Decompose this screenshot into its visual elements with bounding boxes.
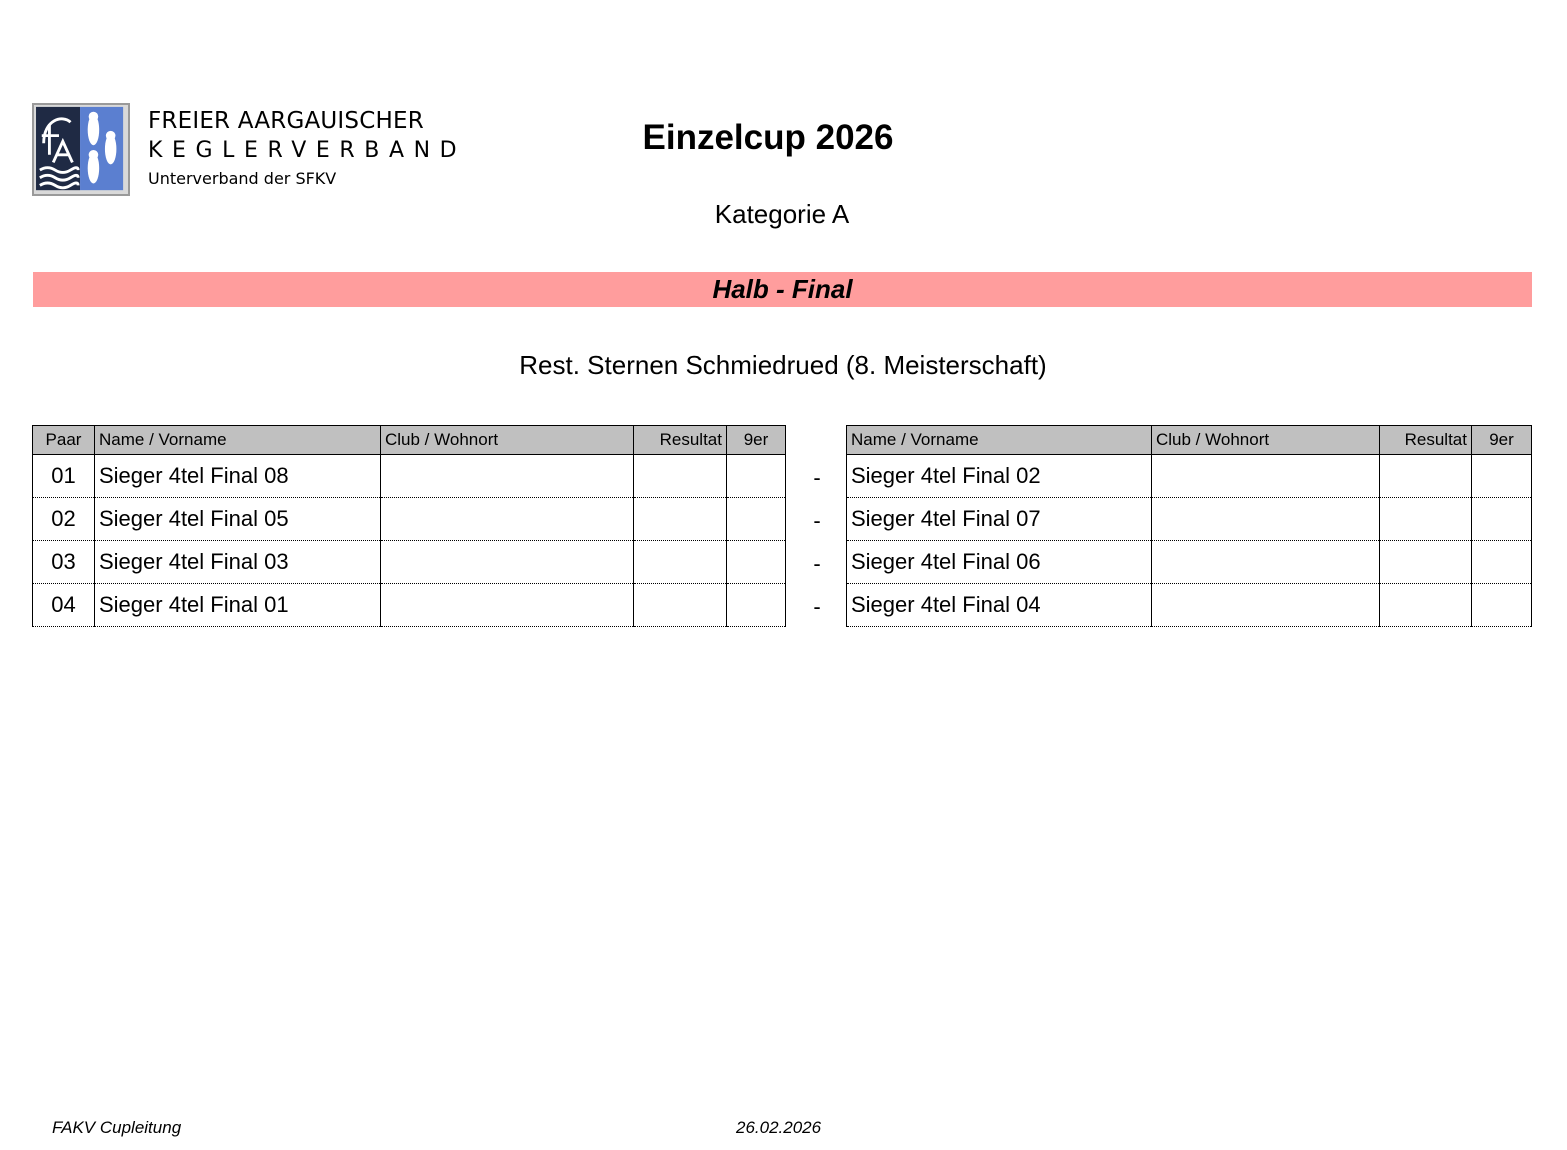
col-header-result: Resultat (634, 426, 727, 455)
result-cell (1380, 455, 1472, 498)
nines-cell (727, 541, 786, 584)
fakv-logo (32, 103, 130, 196)
category-label: Kategorie A (714, 199, 850, 229)
table-row (847, 455, 1532, 498)
col-header-name: Name / Vorname (847, 426, 1152, 455)
venue-label: Rest. Sternen Schmiedrued (8. Meisterschaft) (519, 350, 1047, 380)
result-cell (634, 455, 727, 498)
nines-cell (1472, 455, 1532, 498)
pair-number: 01 (33, 455, 95, 498)
pair-number: 02 (33, 498, 95, 541)
right-pairing-table (846, 425, 1532, 627)
result-cell (634, 498, 727, 541)
col-header-nines: 9er (1472, 426, 1532, 455)
result-cell (1380, 498, 1472, 541)
result-cell (634, 584, 727, 627)
nines-cell (727, 498, 786, 541)
club-cell (381, 584, 634, 627)
player-name: Sieger 4tel Final 05 (95, 498, 381, 541)
table-row (847, 541, 1532, 584)
org-name-line1: FREIER AARGAUISCHER (148, 108, 424, 134)
nines-cell (1472, 584, 1532, 627)
player-name: Sieger 4tel Final 02 (847, 455, 1152, 498)
player-name: Sieger 4tel Final 01 (95, 584, 381, 627)
col-header-pair: Paar (33, 426, 95, 455)
footer-organizer: FAKV Cupleitung (52, 1118, 182, 1137)
club-cell (1152, 541, 1380, 584)
pair-number: 04 (33, 584, 95, 627)
footer-date: 26.02.2026 (736, 1118, 822, 1137)
nines-cell (1472, 541, 1532, 584)
club-cell (381, 541, 634, 584)
player-name: Sieger 4tel Final 04 (847, 584, 1152, 627)
nines-cell (727, 584, 786, 627)
result-cell (1380, 541, 1472, 584)
left-pairing-table (32, 425, 786, 627)
pair-separator: - (813, 594, 821, 619)
col-header-nines: 9er (727, 426, 786, 455)
org-name-line2: KEGLERVERBAND (148, 138, 467, 163)
club-cell (381, 455, 634, 498)
club-cell (381, 498, 634, 541)
player-name: Sieger 4tel Final 06 (847, 541, 1152, 584)
player-name: Sieger 4tel Final 08 (95, 455, 381, 498)
table-row (847, 498, 1532, 541)
club-cell (1152, 584, 1380, 627)
fakv-logo-graphic (34, 105, 128, 194)
table-header-row (33, 426, 786, 455)
org-subtitle: Unterverband der SFKV (148, 169, 337, 188)
player-name: Sieger 4tel Final 03 (95, 541, 381, 584)
col-header-club: Club / Wohnort (1152, 426, 1380, 455)
club-cell (1152, 498, 1380, 541)
table-row (33, 498, 786, 541)
page-title: Einzelcup 2026 (642, 118, 894, 157)
table-row (33, 455, 786, 498)
table-row (33, 541, 786, 584)
nines-cell (1472, 498, 1532, 541)
player-name: Sieger 4tel Final 07 (847, 498, 1152, 541)
table-row (33, 584, 786, 627)
col-header-name: Name / Vorname (95, 426, 381, 455)
nines-cell (727, 455, 786, 498)
round-banner: Halb - Final (33, 272, 1532, 307)
organization-name (148, 106, 466, 190)
pair-separator: - (813, 551, 821, 576)
pair-separator: - (813, 508, 821, 533)
club-cell (1152, 455, 1380, 498)
col-header-result: Resultat (1380, 426, 1472, 455)
pair-separator: - (813, 465, 821, 490)
table-header-row (847, 426, 1532, 455)
result-cell (634, 541, 727, 584)
pair-number: 03 (33, 541, 95, 584)
col-header-club: Club / Wohnort (381, 426, 634, 455)
table-row (847, 584, 1532, 627)
result-cell (1380, 584, 1472, 627)
